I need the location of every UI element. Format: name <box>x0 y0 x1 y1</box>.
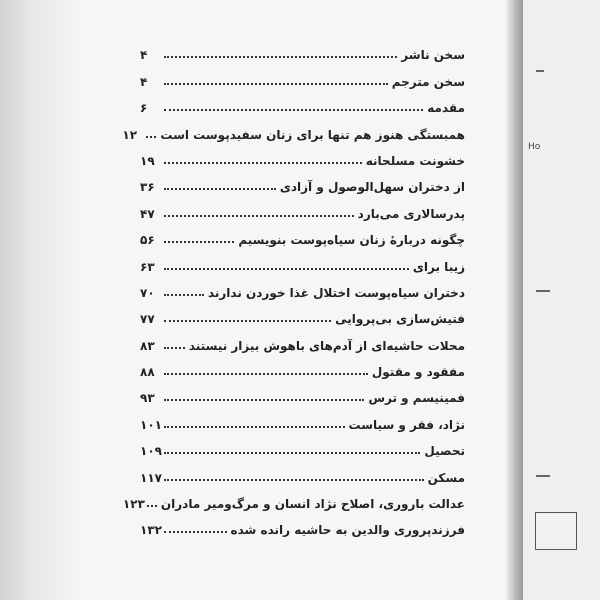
toc-entry-title: فتیش‌سازی بی‌پروایی <box>335 312 465 327</box>
toc-entry <box>140 36 465 62</box>
toc-entry-title: عدالت باروری، اصلاح نژاد انسان و مرگ‌ومیر مادران <box>160 497 465 512</box>
toc-entry-page-number: ۱۰۱ <box>140 417 162 432</box>
toc-entry-title: سخن مترجم <box>391 74 465 89</box>
toc-entry-page-number: ۸۳ <box>140 338 155 353</box>
toc-entry-page-number: ۶ <box>140 101 148 116</box>
toc-entry <box>122 485 465 512</box>
toc-dot-leader <box>164 294 204 296</box>
toc-entry <box>122 115 465 142</box>
toc-entry-page-number: ۱۱۷ <box>140 470 162 485</box>
toc-entry <box>140 326 465 352</box>
toc-entry <box>140 142 465 168</box>
toc-entry-title: سخن ناشر <box>401 48 465 63</box>
toc-entry-title: محلات حاشیه‌ای از آدم‌های باهوش بیزار نیستند <box>188 338 465 353</box>
toc-dot-leader <box>164 452 420 454</box>
toc-entry <box>140 62 465 88</box>
toc-entry <box>140 247 465 273</box>
toc-dot-leader <box>164 426 345 428</box>
toc-entry-title: چگونه دربارهٔ زنان سیاه‌پوست بنویسیم <box>238 233 465 248</box>
toc-entry-page-number: ۱۹ <box>140 153 155 168</box>
adjacent-page-mark <box>536 70 544 72</box>
toc-dot-leader <box>164 399 364 401</box>
toc-dot-leader <box>164 83 388 85</box>
adjacent-page-text: Ho <box>528 142 541 152</box>
toc-entry-page-number: ۱۳۲ <box>140 523 162 538</box>
toc-entry <box>140 458 465 484</box>
toc-dot-leader <box>164 215 354 217</box>
toc-dot-leader <box>164 56 397 58</box>
toc-entry-page-number: ۷۷ <box>140 312 155 327</box>
toc-dot-leader <box>164 320 331 322</box>
toc-entry-page-number: ۵۶ <box>140 233 155 248</box>
table-of-contents <box>122 36 465 538</box>
toc-entry-title: مسکن <box>427 470 465 485</box>
book-spine <box>505 0 523 600</box>
toc-entry <box>140 168 465 194</box>
toc-entry <box>140 300 465 326</box>
toc-entry-page-number: ۷۰ <box>140 285 155 300</box>
toc-entry-page-number: ۴۷ <box>140 206 155 221</box>
toc-dot-leader <box>146 136 156 138</box>
toc-dot-leader <box>164 268 409 270</box>
toc-entry-title: همبستگی هنوز هم تنها برای زنان سفیدپوست است <box>160 127 465 142</box>
toc-entry-title: از دختران سهل‌الوصول و آزادی <box>279 180 465 195</box>
adjacent-page-mark <box>536 290 550 292</box>
toc-entry <box>140 274 465 300</box>
toc-entry <box>140 221 465 247</box>
toc-entry-page-number: ۴ <box>140 48 148 63</box>
toc-dot-leader <box>164 347 185 349</box>
toc-entry-title: پدرسالاری می‌بارد <box>357 206 465 221</box>
toc-entry <box>140 89 465 115</box>
toc-dot-leader <box>164 109 423 111</box>
toc-entry-page-number: ۹۳ <box>140 391 155 406</box>
toc-dot-leader <box>164 531 227 533</box>
left-page-edge <box>0 0 92 600</box>
toc-dot-leader <box>164 188 276 190</box>
toc-entry-page-number: ۳۶ <box>140 180 155 195</box>
toc-dot-leader <box>147 505 157 507</box>
toc-entry-title: زیبا برای <box>412 259 465 274</box>
toc-entry <box>140 379 465 405</box>
toc-entry-page-number: ۱۲۳ <box>122 497 145 512</box>
toc-entry-title: مقدمه <box>427 101 465 116</box>
toc-entry-title: دختران سیاه‌پوست اختلال غذا خوردن ندارند <box>207 285 465 300</box>
toc-entry-title: فمینیسم و ترس <box>368 391 465 406</box>
toc-dot-leader <box>164 241 234 243</box>
toc-entry <box>140 511 465 537</box>
adjacent-page-mark <box>536 475 550 477</box>
adjacent-page <box>523 0 600 600</box>
toc-entry <box>140 405 465 431</box>
toc-entry-page-number: ۱۲ <box>122 127 138 142</box>
toc-entry-title: نژاد، فقر و سیاست <box>348 417 465 432</box>
toc-dot-leader <box>164 373 368 375</box>
toc-dot-leader <box>164 479 424 481</box>
toc-entry-title: خشونت مسلحانه <box>365 153 465 168</box>
toc-entry-title: تحصیل <box>424 444 465 459</box>
toc-entry-page-number: ۱۰۹ <box>140 444 162 459</box>
adjacent-page-box <box>535 512 577 550</box>
toc-dot-leader <box>164 162 362 164</box>
toc-entry <box>140 194 465 220</box>
toc-entry-title: مفقود و مقتول <box>371 365 465 380</box>
toc-entry <box>140 353 465 379</box>
toc-entry-title: فرزندپروری والدین به حاشیه رانده شده <box>230 523 465 538</box>
toc-entry-page-number: ۶۳ <box>140 259 155 274</box>
toc-entry-page-number: ۴ <box>140 74 148 89</box>
toc-entry-page-number: ۸۸ <box>140 365 155 380</box>
toc-entry <box>140 432 465 458</box>
